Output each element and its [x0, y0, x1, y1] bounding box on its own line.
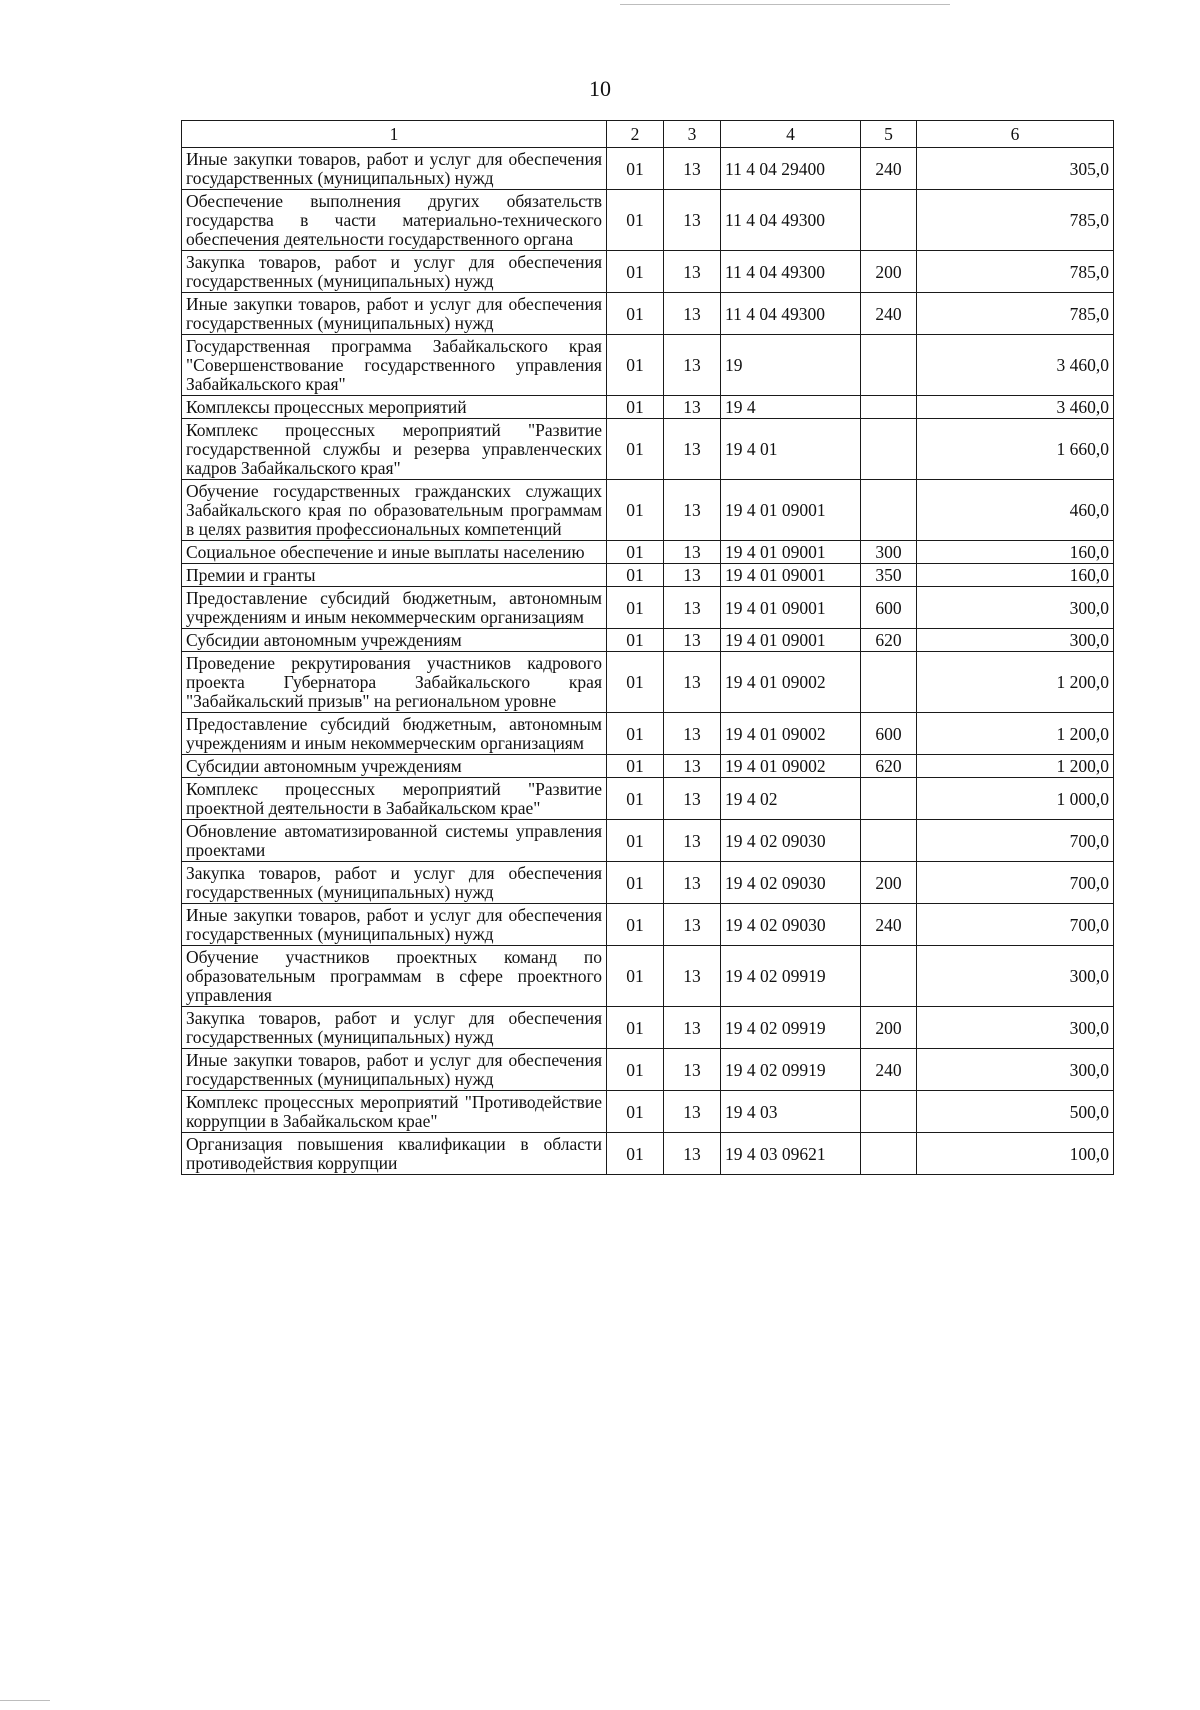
- row-description: Закупка товаров, работ и услуг для обеспечения государственных (муниципальных) нужд: [182, 862, 607, 904]
- row-subsection-code: 13: [664, 946, 721, 1007]
- row-amount: 3 460,0: [917, 396, 1114, 419]
- table-row: [182, 480, 1114, 541]
- table-row: [182, 1049, 1114, 1091]
- table-row: [182, 820, 1114, 862]
- row-subsection-code: 13: [664, 862, 721, 904]
- row-target-article-code: 19 4 01 09001: [721, 541, 861, 564]
- row-subsection-code: 13: [664, 396, 721, 419]
- row-target-article-code: 11 4 04 49300: [721, 251, 861, 293]
- row-section-code: 01: [607, 1007, 664, 1049]
- row-amount: 160,0: [917, 541, 1114, 564]
- row-description: Иные закупки товаров, работ и услуг для обеспечения государственных (муниципальных) нужд: [182, 1049, 607, 1091]
- header-col-4: 4: [721, 121, 861, 148]
- row-amount: 300,0: [917, 1007, 1114, 1049]
- row-description: Комплексы процессных мероприятий: [182, 396, 607, 419]
- row-expense-type-code: [861, 335, 917, 396]
- row-expense-type-code: [861, 1133, 917, 1175]
- row-amount: 300,0: [917, 946, 1114, 1007]
- table-row: [182, 713, 1114, 755]
- table-row: [182, 335, 1114, 396]
- row-description: Предоставление субсидий бюджетным, автономным учреждениям и иным некоммерческим организациям: [182, 713, 607, 755]
- row-subsection-code: 13: [664, 564, 721, 587]
- row-target-article-code: 19 4 01 09002: [721, 755, 861, 778]
- row-expense-type-code: 620: [861, 755, 917, 778]
- row-amount: 500,0: [917, 1091, 1114, 1133]
- row-amount: 305,0: [917, 148, 1114, 190]
- table-row: [182, 1133, 1114, 1175]
- row-section-code: 01: [607, 1133, 664, 1175]
- row-description: Иные закупки товаров, работ и услуг для обеспечения государственных (муниципальных) нужд: [182, 148, 607, 190]
- row-expense-type-code: 240: [861, 904, 917, 946]
- row-amount: 460,0: [917, 480, 1114, 541]
- row-expense-type-code: 200: [861, 251, 917, 293]
- row-amount: 785,0: [917, 190, 1114, 251]
- row-section-code: 01: [607, 564, 664, 587]
- row-section-code: 01: [607, 419, 664, 480]
- table-row: [182, 778, 1114, 820]
- table-row: [182, 755, 1114, 778]
- row-description: Предоставление субсидий бюджетным, автономным учреждениям и иным некоммерческим организациям: [182, 587, 607, 629]
- row-amount: 700,0: [917, 904, 1114, 946]
- row-description: Субсидии автономным учреждениям: [182, 755, 607, 778]
- row-description: Организация повышения квалификации в области противодействия коррупции: [182, 1133, 607, 1175]
- row-subsection-code: 13: [664, 335, 721, 396]
- header-col-6: 6: [917, 121, 1114, 148]
- row-subsection-code: 13: [664, 190, 721, 251]
- budget-table: [181, 120, 1114, 1175]
- row-description: Премии и гранты: [182, 564, 607, 587]
- row-subsection-code: 13: [664, 629, 721, 652]
- row-expense-type-code: [861, 190, 917, 251]
- row-target-article-code: 19 4 02 09919: [721, 1007, 861, 1049]
- row-amount: 785,0: [917, 251, 1114, 293]
- row-description: Государственная программа Забайкальского края "Совершенствование государственного управления Забайкальского края": [182, 335, 607, 396]
- row-description: Иные закупки товаров, работ и услуг для обеспечения государственных (муниципальных) нужд: [182, 293, 607, 335]
- row-subsection-code: 13: [664, 293, 721, 335]
- row-section-code: 01: [607, 1049, 664, 1091]
- table-row: [182, 419, 1114, 480]
- row-description: Обучение участников проектных команд по образовательным программам в сфере проектного управления: [182, 946, 607, 1007]
- row-amount: 100,0: [917, 1133, 1114, 1175]
- row-expense-type-code: 240: [861, 148, 917, 190]
- table-row: [182, 629, 1114, 652]
- table-header-row: [182, 121, 1114, 148]
- row-subsection-code: 13: [664, 148, 721, 190]
- scan-top-edge-line: [620, 4, 950, 5]
- row-subsection-code: 13: [664, 820, 721, 862]
- row-expense-type-code: [861, 1091, 917, 1133]
- row-expense-type-code: [861, 946, 917, 1007]
- row-amount: 700,0: [917, 820, 1114, 862]
- row-target-article-code: 19 4 03: [721, 1091, 861, 1133]
- row-section-code: 01: [607, 541, 664, 564]
- row-target-article-code: 19 4 01 09002: [721, 713, 861, 755]
- row-target-article-code: 19 4 02 09030: [721, 820, 861, 862]
- row-amount: 160,0: [917, 564, 1114, 587]
- row-subsection-code: 13: [664, 1133, 721, 1175]
- row-description: Социальное обеспечение и иные выплаты населению: [182, 541, 607, 564]
- table-row: [182, 587, 1114, 629]
- table-row: [182, 541, 1114, 564]
- row-expense-type-code: 300: [861, 541, 917, 564]
- row-expense-type-code: 240: [861, 293, 917, 335]
- row-section-code: 01: [607, 148, 664, 190]
- row-description: Обучение государственных гражданских служащих Забайкальского края по образовательным программам в целях развития профессиональных компетенций: [182, 480, 607, 541]
- row-amount: 1 200,0: [917, 652, 1114, 713]
- row-amount: 1 200,0: [917, 755, 1114, 778]
- row-section-code: 01: [607, 755, 664, 778]
- table-row: [182, 293, 1114, 335]
- row-subsection-code: 13: [664, 755, 721, 778]
- header-col-5: 5: [861, 121, 917, 148]
- page-number: 10: [589, 76, 611, 101]
- row-target-article-code: 19 4 01: [721, 419, 861, 480]
- row-description: Иные закупки товаров, работ и услуг для обеспечения государственных (муниципальных) нужд: [182, 904, 607, 946]
- row-subsection-code: 13: [664, 251, 721, 293]
- row-target-article-code: 11 4 04 49300: [721, 190, 861, 251]
- row-expense-type-code: 200: [861, 1007, 917, 1049]
- table-row: [182, 1091, 1114, 1133]
- row-expense-type-code: [861, 820, 917, 862]
- row-target-article-code: 19 4 03 09621: [721, 1133, 861, 1175]
- row-target-article-code: 19 4 02 09919: [721, 1049, 861, 1091]
- row-section-code: 01: [607, 778, 664, 820]
- row-expense-type-code: 620: [861, 629, 917, 652]
- budget-table-body: [182, 121, 1114, 1175]
- row-target-article-code: 19 4 02: [721, 778, 861, 820]
- row-description: Закупка товаров, работ и услуг для обеспечения государственных (муниципальных) нужд: [182, 251, 607, 293]
- table-row: [182, 904, 1114, 946]
- row-amount: 1 000,0: [917, 778, 1114, 820]
- row-description: Проведение рекрутирования участников кадрового проекта Губернатора Забайкальского края "Забайкальский призыв" на региональном уровне: [182, 652, 607, 713]
- row-expense-type-code: [861, 480, 917, 541]
- row-subsection-code: 13: [664, 541, 721, 564]
- row-amount: 300,0: [917, 1049, 1114, 1091]
- row-amount: 785,0: [917, 293, 1114, 335]
- row-expense-type-code: [861, 778, 917, 820]
- header-col-1: 1: [182, 121, 607, 148]
- row-section-code: 01: [607, 190, 664, 251]
- row-section-code: 01: [607, 251, 664, 293]
- table-row: [182, 946, 1114, 1007]
- row-subsection-code: 13: [664, 1007, 721, 1049]
- row-description: Субсидии автономным учреждениям: [182, 629, 607, 652]
- row-subsection-code: 13: [664, 904, 721, 946]
- table-row: [182, 396, 1114, 419]
- row-subsection-code: 13: [664, 778, 721, 820]
- row-section-code: 01: [607, 713, 664, 755]
- row-target-article-code: 19 4 02 09919: [721, 946, 861, 1007]
- row-amount: 3 460,0: [917, 335, 1114, 396]
- row-section-code: 01: [607, 1091, 664, 1133]
- table-row: [182, 251, 1114, 293]
- row-subsection-code: 13: [664, 587, 721, 629]
- row-section-code: 01: [607, 293, 664, 335]
- header-col-2: 2: [607, 121, 664, 148]
- row-description: Обновление автоматизированной системы управления проектами: [182, 820, 607, 862]
- row-target-article-code: 19 4 02 09030: [721, 904, 861, 946]
- row-section-code: 01: [607, 652, 664, 713]
- row-amount: 1 660,0: [917, 419, 1114, 480]
- row-amount: 700,0: [917, 862, 1114, 904]
- header-col-3: 3: [664, 121, 721, 148]
- table-row: [182, 564, 1114, 587]
- table-row: [182, 862, 1114, 904]
- row-expense-type-code: 600: [861, 713, 917, 755]
- table-row: [182, 652, 1114, 713]
- row-expense-type-code: 600: [861, 587, 917, 629]
- row-target-article-code: 11 4 04 29400: [721, 148, 861, 190]
- scan-bottom-edge-line: [0, 1700, 50, 1701]
- row-description: Закупка товаров, работ и услуг для обеспечения государственных (муниципальных) нужд: [182, 1007, 607, 1049]
- table-row: [182, 148, 1114, 190]
- row-amount: 1 200,0: [917, 713, 1114, 755]
- row-subsection-code: 13: [664, 480, 721, 541]
- row-target-article-code: 19 4 01 09001: [721, 480, 861, 541]
- row-description: Обеспечение выполнения других обязательств государства в части материально-технического обеспечения деятельности государственного органа: [182, 190, 607, 251]
- row-expense-type-code: [861, 652, 917, 713]
- row-subsection-code: 13: [664, 713, 721, 755]
- row-expense-type-code: [861, 419, 917, 480]
- row-expense-type-code: 200: [861, 862, 917, 904]
- row-description: Комплекс процессных мероприятий "Развитие государственной службы и резерва управленческих кадров Забайкальского края": [182, 419, 607, 480]
- row-section-code: 01: [607, 946, 664, 1007]
- row-target-article-code: 19 4 01 09001: [721, 564, 861, 587]
- row-target-article-code: 19 4 01 09001: [721, 629, 861, 652]
- row-target-article-code: 11 4 04 49300: [721, 293, 861, 335]
- row-description: Комплекс процессных мероприятий "Противодействие коррупции в Забайкальском крае": [182, 1091, 607, 1133]
- table-row: [182, 190, 1114, 251]
- row-section-code: 01: [607, 820, 664, 862]
- row-section-code: 01: [607, 335, 664, 396]
- row-expense-type-code: [861, 396, 917, 419]
- row-section-code: 01: [607, 629, 664, 652]
- row-section-code: 01: [607, 480, 664, 541]
- row-target-article-code: 19 4 01 09001: [721, 587, 861, 629]
- row-section-code: 01: [607, 396, 664, 419]
- row-target-article-code: 19 4 01 09002: [721, 652, 861, 713]
- row-amount: 300,0: [917, 629, 1114, 652]
- row-subsection-code: 13: [664, 419, 721, 480]
- row-target-article-code: 19 4 02 09030: [721, 862, 861, 904]
- row-expense-type-code: 350: [861, 564, 917, 587]
- row-subsection-code: 13: [664, 1049, 721, 1091]
- row-subsection-code: 13: [664, 652, 721, 713]
- table-row: [182, 1007, 1114, 1049]
- row-section-code: 01: [607, 587, 664, 629]
- row-description: Комплекс процессных мероприятий "Развитие проектной деятельности в Забайкальском крае": [182, 778, 607, 820]
- row-target-article-code: 19 4: [721, 396, 861, 419]
- row-target-article-code: 19: [721, 335, 861, 396]
- row-section-code: 01: [607, 904, 664, 946]
- row-section-code: 01: [607, 862, 664, 904]
- row-subsection-code: 13: [664, 1091, 721, 1133]
- row-expense-type-code: 240: [861, 1049, 917, 1091]
- row-amount: 300,0: [917, 587, 1114, 629]
